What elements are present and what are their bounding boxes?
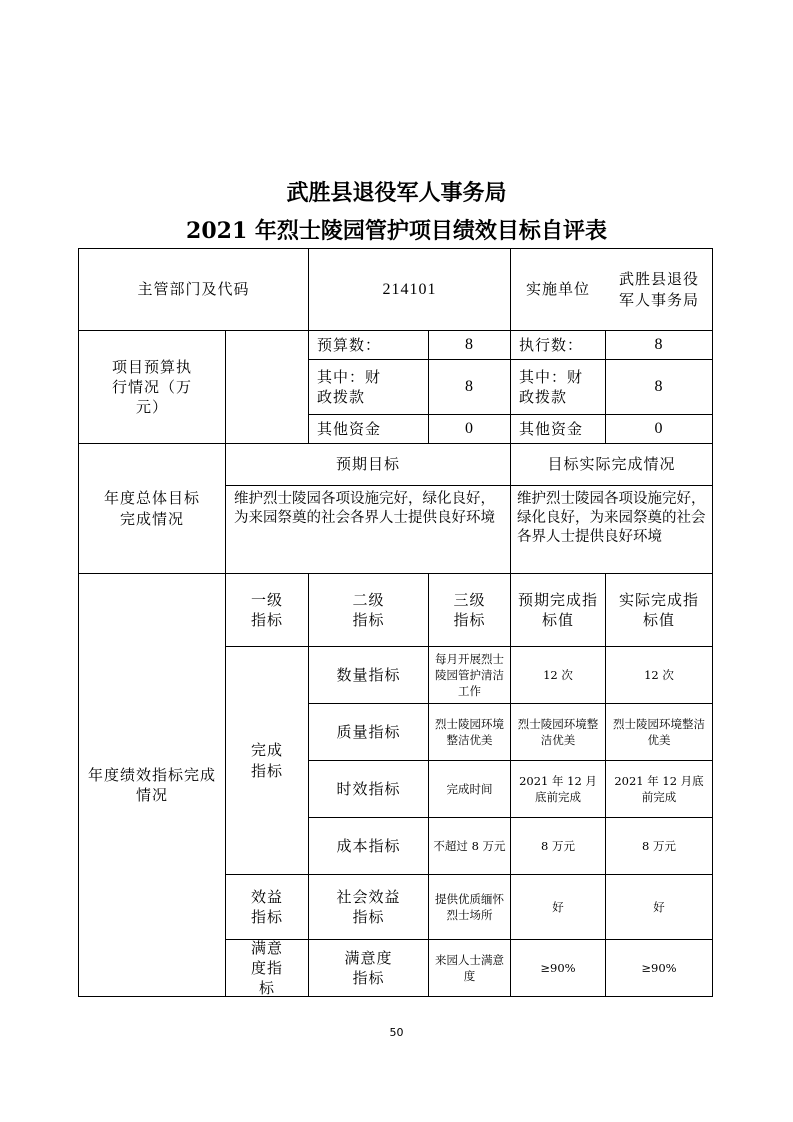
table-row-actual: ≥90% xyxy=(641,960,677,975)
document-title-line1: 武胜县退役军人事务局 xyxy=(286,180,507,206)
other-funds-exec-label: 其他资金 xyxy=(519,419,584,438)
header-level1: 一级指标 xyxy=(250,590,283,629)
budget-label: 项目预算执行情况（万元） xyxy=(111,357,192,417)
page-number: 50 xyxy=(389,1026,404,1039)
satisfaction-indicator-label: 满意度指标 xyxy=(250,938,283,998)
other-funds-label: 其他资金 xyxy=(317,419,382,438)
benefit-indicator-label: 效益指标 xyxy=(250,887,283,926)
table-row-actual: 12 次 xyxy=(644,667,674,682)
table-row-level3: 完成时间 xyxy=(446,781,493,796)
completion-indicator-label: 完成指标 xyxy=(250,741,283,780)
other-funds-budget: 0 xyxy=(465,420,474,438)
budget-amount-value: 8 xyxy=(465,336,474,354)
header-level2: 二级指标 xyxy=(352,590,385,629)
document-title-line2: 2021 年烈士陵园管护项目绩效目标自评表 xyxy=(186,218,607,244)
fiscal-exec-value: 8 xyxy=(654,378,664,396)
actual-goal-text: 维护烈士陵园各项设施完好，绿化良好，为来园祭奠的社会各界人士提供良好环境 xyxy=(517,491,706,545)
table-row-level3: 来园人士满意度 xyxy=(435,952,504,983)
table-row-level2: 时效指标 xyxy=(336,779,401,798)
table-row-actual: 8 万元 xyxy=(642,838,676,853)
dept-label: 主管部门及代码 xyxy=(137,280,250,299)
table-row-level2: 质量指标 xyxy=(336,722,401,741)
table-row-actual: 好 xyxy=(653,899,665,914)
actual-goal-header: 目标实际完成情况 xyxy=(547,455,676,474)
table-row-expected: 2021 年 12 月底前完成 xyxy=(519,773,597,804)
table-row-actual: 2021 年 12 月底前完成 xyxy=(614,773,704,804)
table-row-level2: 成本指标 xyxy=(336,836,401,855)
budget-amount-label: 预算数： xyxy=(317,335,382,354)
annual-goal-label: 年度总体目标完成情况 xyxy=(103,489,200,528)
table-row-level3: 每月开展烈士陵园管护清洁工作 xyxy=(435,651,504,699)
fiscal-budget-label: 其中：财政拨款 xyxy=(317,367,382,406)
exec-amount-value: 8 xyxy=(654,336,664,354)
header-expected: 预期完成指标值 xyxy=(517,590,598,629)
impl-unit-label: 实施单位 xyxy=(525,280,590,299)
table-row-level2: 满意度指标 xyxy=(344,948,393,987)
table-row-expected: 12 次 xyxy=(543,667,573,682)
table-row-actual: 烈士陵园环境整洁优美 xyxy=(613,716,705,747)
table-row-level3: 不超过 8 万元 xyxy=(433,838,506,853)
table-row-expected: 好 xyxy=(552,899,564,914)
table-row-level2: 数量指标 xyxy=(336,665,401,684)
exec-amount-label: 执行数： xyxy=(519,335,584,354)
header-actual: 实际完成指标值 xyxy=(618,590,699,629)
table-row-level3: 提供优质缅怀烈士场所 xyxy=(435,891,504,922)
table-row-level3: 烈士陵园环境整洁优美 xyxy=(435,716,504,747)
fiscal-exec-label: 其中：财政拨款 xyxy=(519,367,584,406)
table-row-expected: ≥90% xyxy=(540,960,576,975)
indicators-label: 年度绩效指标完成情况 xyxy=(87,765,216,804)
expected-goal-header: 预期目标 xyxy=(335,455,400,474)
header-level3: 三级指标 xyxy=(453,590,486,629)
table-row-level2: 社会效益指标 xyxy=(336,887,401,926)
dept-code: 214101 xyxy=(382,280,437,298)
expected-goal-text: 维护烈士陵园各项设施完好，绿化良好，为来园祭奠的社会各界人士提供良好环境 xyxy=(234,491,495,526)
impl-unit-value: 武胜县退役军人事务局 xyxy=(618,270,699,309)
table-row-expected: 烈士陵园环境整洁优美 xyxy=(517,716,599,747)
other-funds-exec: 0 xyxy=(654,420,664,438)
table-row-expected: 8 万元 xyxy=(541,838,575,853)
fiscal-budget-value: 8 xyxy=(465,378,474,396)
